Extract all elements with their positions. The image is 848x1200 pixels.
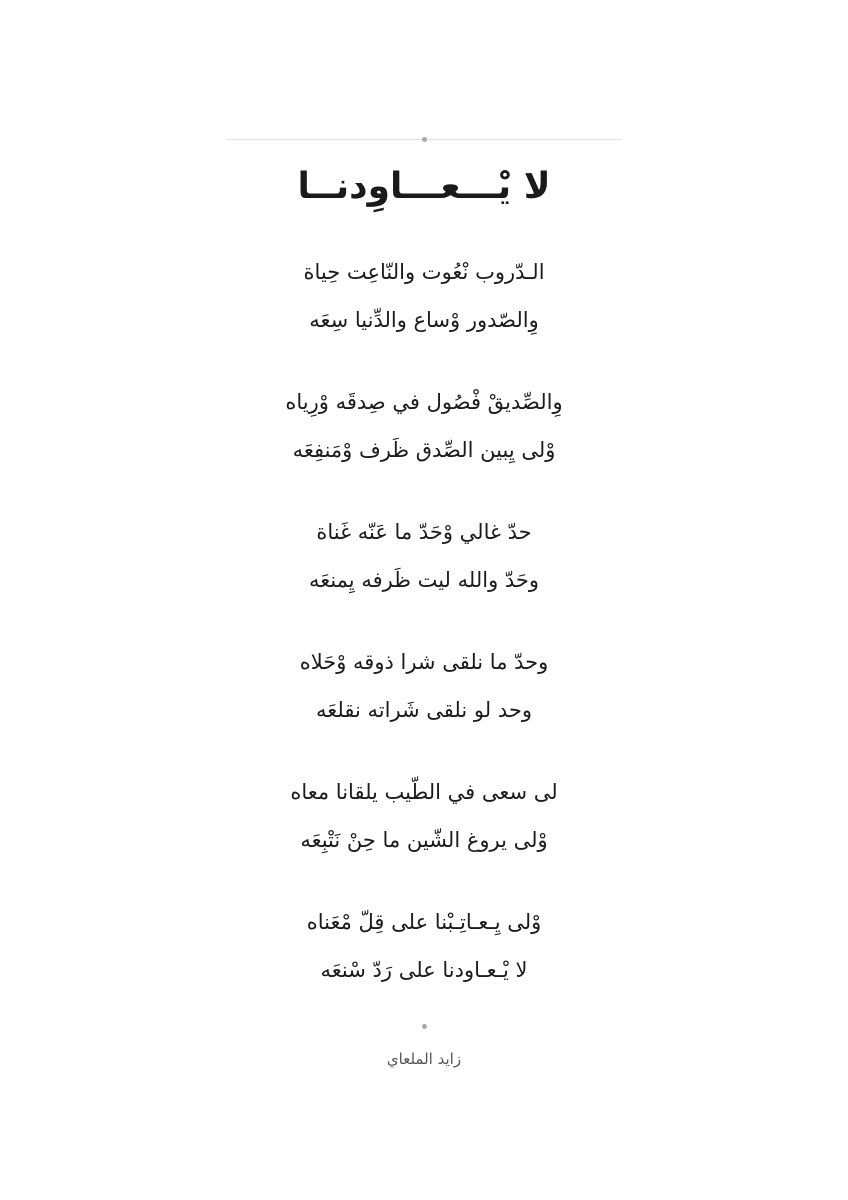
author-name: زايد الملعاي xyxy=(386,1050,462,1068)
stanza xyxy=(0,248,848,344)
verse-line: الـدّروب نْعُوت والنّاعِت حِياة xyxy=(303,260,545,284)
stanza xyxy=(0,508,848,604)
poem-body xyxy=(0,248,848,1028)
stanza xyxy=(0,768,848,864)
verse-line: وْلى يِبين الصِّدق ظَرف وْمَنفِعَه xyxy=(292,438,556,462)
verse-line: وْلى يِـعـاتِـبْنا على قِلّ مْعَناه xyxy=(306,910,542,934)
verse-line: حدّ غالي وْحَدّ ما عَنّه غَناة xyxy=(316,520,532,544)
verse-line: لا يْـعـاودنا على رَدّ سْنعَه xyxy=(320,958,528,982)
top-ornament-dot xyxy=(422,137,427,142)
verse-line: لى سعى في الطّيب يلقانا معاه xyxy=(290,780,558,804)
stanza xyxy=(0,898,848,994)
verse-line: وحد لو نلقى شَراته نقلعَه xyxy=(316,698,532,722)
verse-line: وحدّ ما نلقى شرا ذوقه وْحَلاه xyxy=(299,650,549,674)
poem-title: لا يْـــعـــاوِدنــا xyxy=(297,166,551,207)
verse-line: وِالصّدور وْساع والدِّنيا سِعَه xyxy=(309,308,539,332)
verse-line: وحَدّ والله ليت ظَرفه يِمنعَه xyxy=(308,568,540,592)
stanza xyxy=(0,378,848,474)
stanza xyxy=(0,638,848,734)
verse-line: وْلى يروغ الشّين ما حِنْ نَتْبِعَه xyxy=(300,828,548,852)
bottom-ornament-dot xyxy=(422,1024,427,1029)
verse-line: وِالصِّديقْ فْصُول في صِدقَه وْرِياه xyxy=(285,390,563,414)
